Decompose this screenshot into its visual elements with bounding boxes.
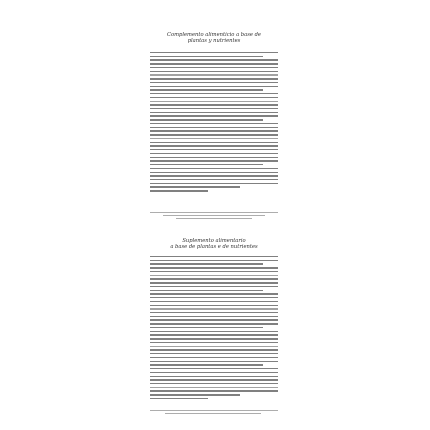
section2-footnote (150, 410, 278, 422)
section1-title-line1: Complemento alimenticio a base de (167, 32, 261, 38)
section2-heading (150, 238, 278, 250)
section1-footnote (150, 212, 278, 226)
section1-body (150, 52, 278, 210)
section2-title-line2: a base de plantas e de nutrientes (170, 244, 258, 250)
section1-title-line2: plantas y nutrientes (187, 38, 241, 44)
section2-body (150, 256, 278, 408)
section2-title-line1: Suplemento alimentario (182, 238, 246, 244)
section1-heading (150, 32, 278, 44)
